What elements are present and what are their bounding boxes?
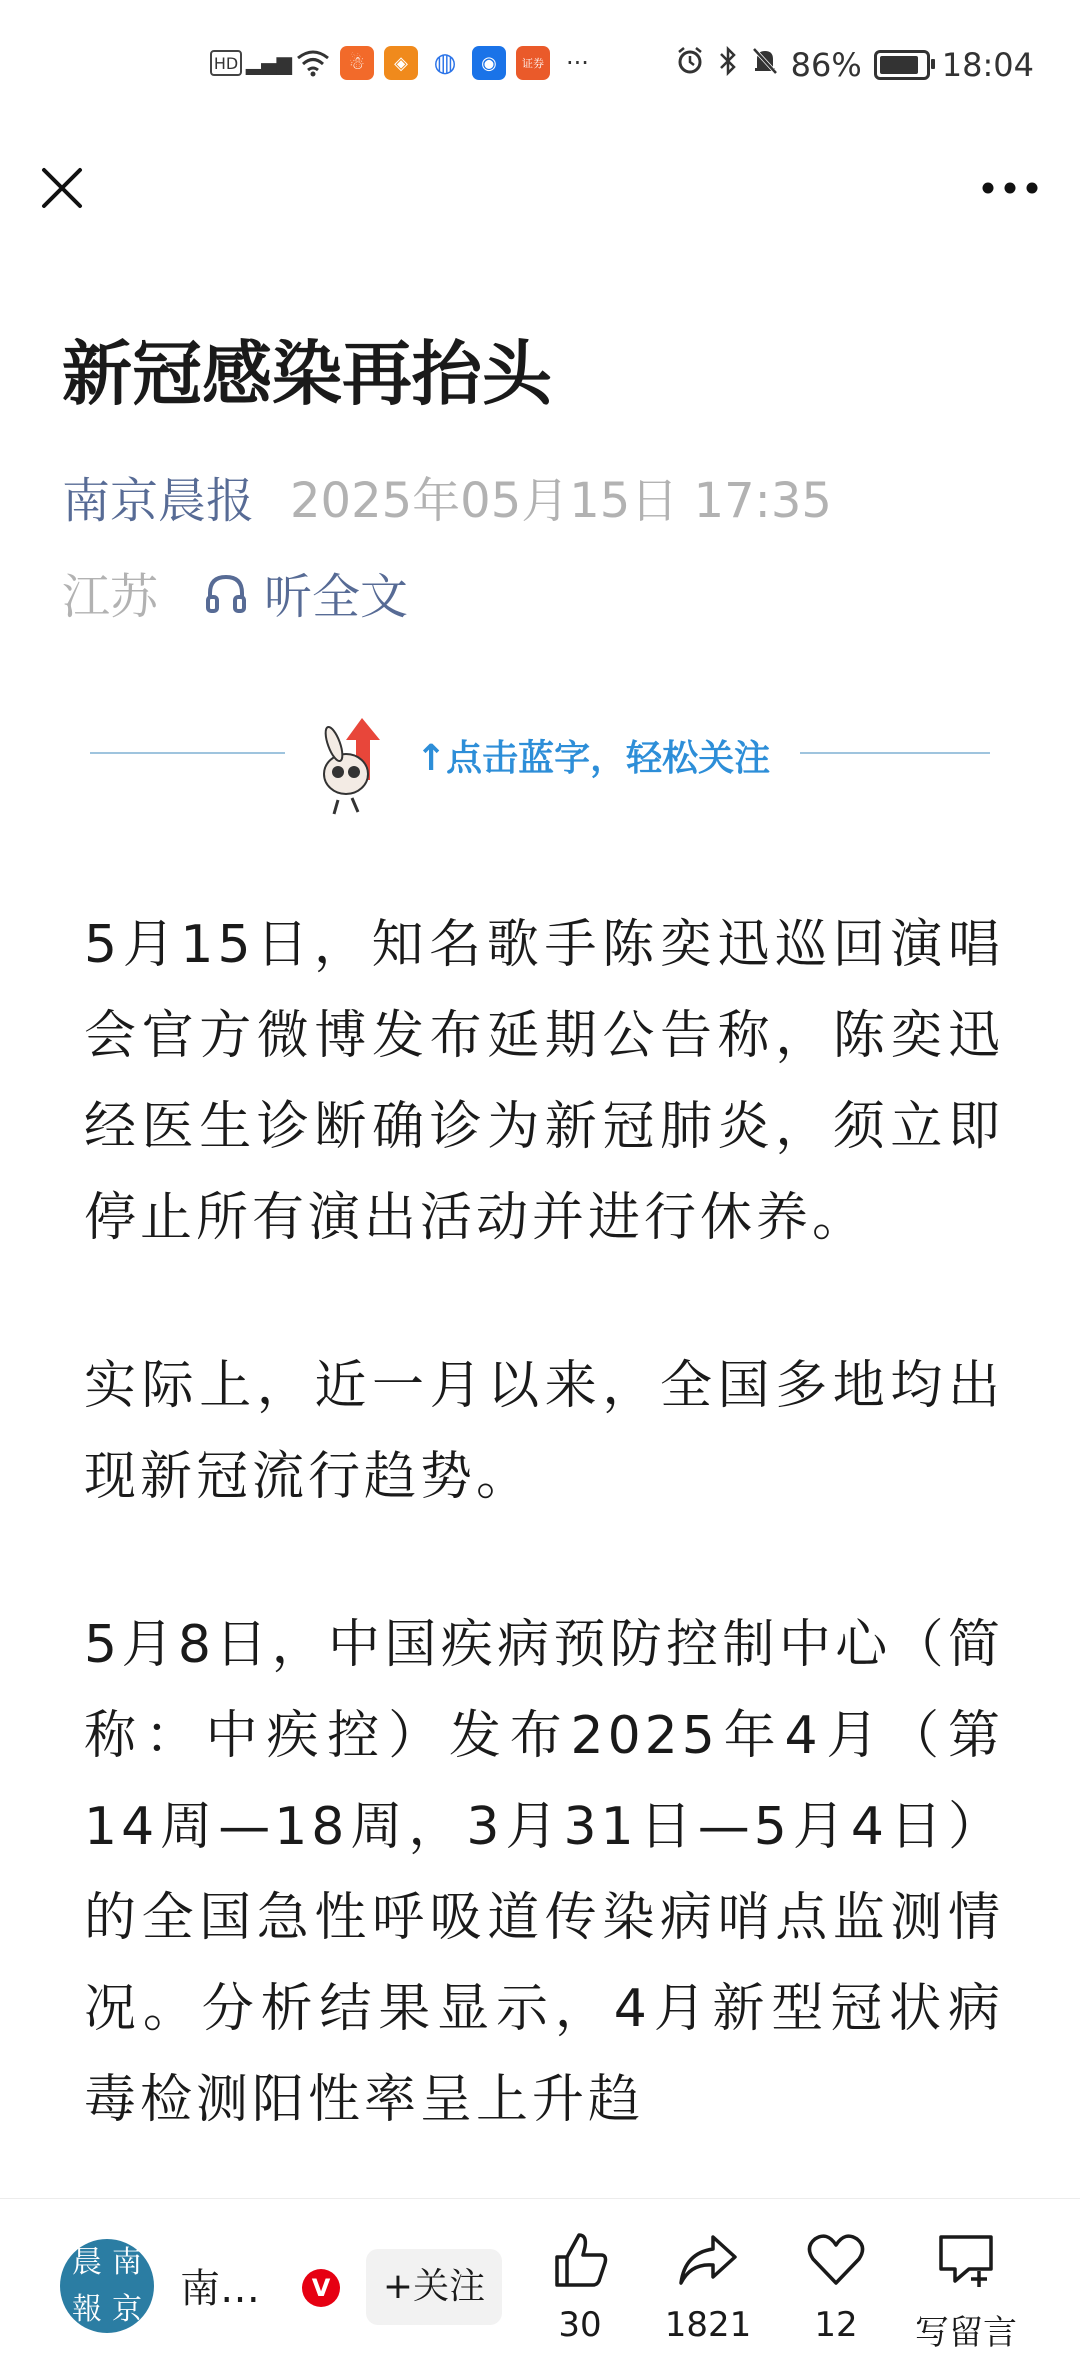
more-options-button[interactable]	[970, 156, 1050, 220]
thumbs-up-icon	[549, 2229, 611, 2291]
article-body	[84, 900, 1004, 2223]
alarm-icon	[675, 46, 705, 84]
app-icon: ◍	[428, 46, 462, 80]
account-avatar[interactable]	[60, 2239, 154, 2333]
follow-button[interactable]: +关注	[366, 2249, 502, 2325]
account-name-short[interactable]: 南…	[180, 2266, 260, 2312]
status-bar	[0, 0, 1080, 136]
battery-percent: 86%	[790, 46, 862, 84]
like-count: 30	[558, 2305, 602, 2345]
divider-line	[90, 752, 285, 754]
like-button[interactable]	[520, 2229, 640, 2345]
hd-icon: HD	[210, 50, 242, 76]
avatar-char: 京	[112, 2291, 142, 2327]
battery-icon	[874, 50, 930, 80]
favorite-count: 12	[814, 2305, 858, 2345]
status-time: 18:04	[941, 46, 1034, 84]
write-comment-button[interactable]	[904, 2229, 1028, 2354]
heart-icon	[805, 2229, 867, 2291]
article-paragraph: 实际上，近一月以来，全国多地均出现新冠流行趋势。	[84, 1356, 1004, 1507]
app-icon: 证券	[516, 46, 550, 80]
article-title: 新冠感染再抬头	[62, 333, 552, 415]
wifi-icon	[296, 46, 330, 80]
headphones-icon	[202, 569, 250, 617]
write-comment-label: 写留言	[915, 2313, 1017, 2353]
article-meta	[62, 462, 832, 531]
share-count: 1821	[664, 2305, 752, 2345]
avatar-char: 南	[112, 2244, 142, 2280]
bluetooth-icon	[717, 46, 739, 84]
rabbit-mascot-icon	[308, 710, 398, 820]
comment-plus-icon	[935, 2229, 997, 2291]
article-paragraph: 5月15日，知名歌手陈奕迅巡回演唱会官方微博发布延期公告称，陈奕迅经医生诊断确诊为新冠肺炎，须立即停止所有演出活动并进行休养。	[84, 915, 1004, 1248]
verified-badge: V	[302, 2269, 340, 2307]
app-icon: ◉	[472, 46, 506, 80]
close-button[interactable]	[30, 156, 94, 220]
favorite-button[interactable]	[776, 2229, 896, 2345]
listen-full-text-button[interactable]	[202, 558, 408, 627]
account-name-link[interactable]: 南京晨报	[62, 473, 255, 529]
avatar-char: 晨	[72, 2244, 102, 2280]
avatar-char: 報	[72, 2291, 102, 2327]
app-icon: ◈	[384, 46, 418, 80]
divider-line	[800, 752, 990, 754]
publish-date: 2025年05月15日 17:35	[290, 473, 832, 529]
share-arrow-icon	[677, 2229, 739, 2291]
follow-prompt-banner[interactable]	[90, 710, 990, 820]
status-right	[675, 46, 1034, 84]
article-paragraph: 5月8日，中国疾病预防控制中心（简称：中疾控）发布2025年4月（第14周—18周，3月31日—5月4日）的全国急性呼吸道传染病哨点监测情况。分析结果显示，4月新型冠状病毒检测阳性率呈上升趋	[84, 1615, 1004, 2130]
status-left-icons	[210, 46, 589, 80]
close-icon	[38, 164, 86, 212]
share-button[interactable]	[648, 2229, 768, 2345]
follow-prompt-text: ↑点击蓝字，轻松关注	[416, 738, 771, 779]
status-more-indicator: ···	[566, 49, 589, 77]
publish-region: 江苏	[62, 569, 159, 625]
signal-icon: ▂▄▆	[245, 51, 293, 75]
listen-label: 听全文	[264, 569, 409, 625]
article-meta-secondary	[62, 558, 408, 627]
more-dots-icon	[980, 180, 1040, 196]
app-icon: ☃	[340, 46, 374, 80]
mute-bell-icon	[751, 46, 779, 84]
article-top-bar	[0, 136, 1080, 236]
bottom-action-bar	[0, 2198, 1080, 2377]
